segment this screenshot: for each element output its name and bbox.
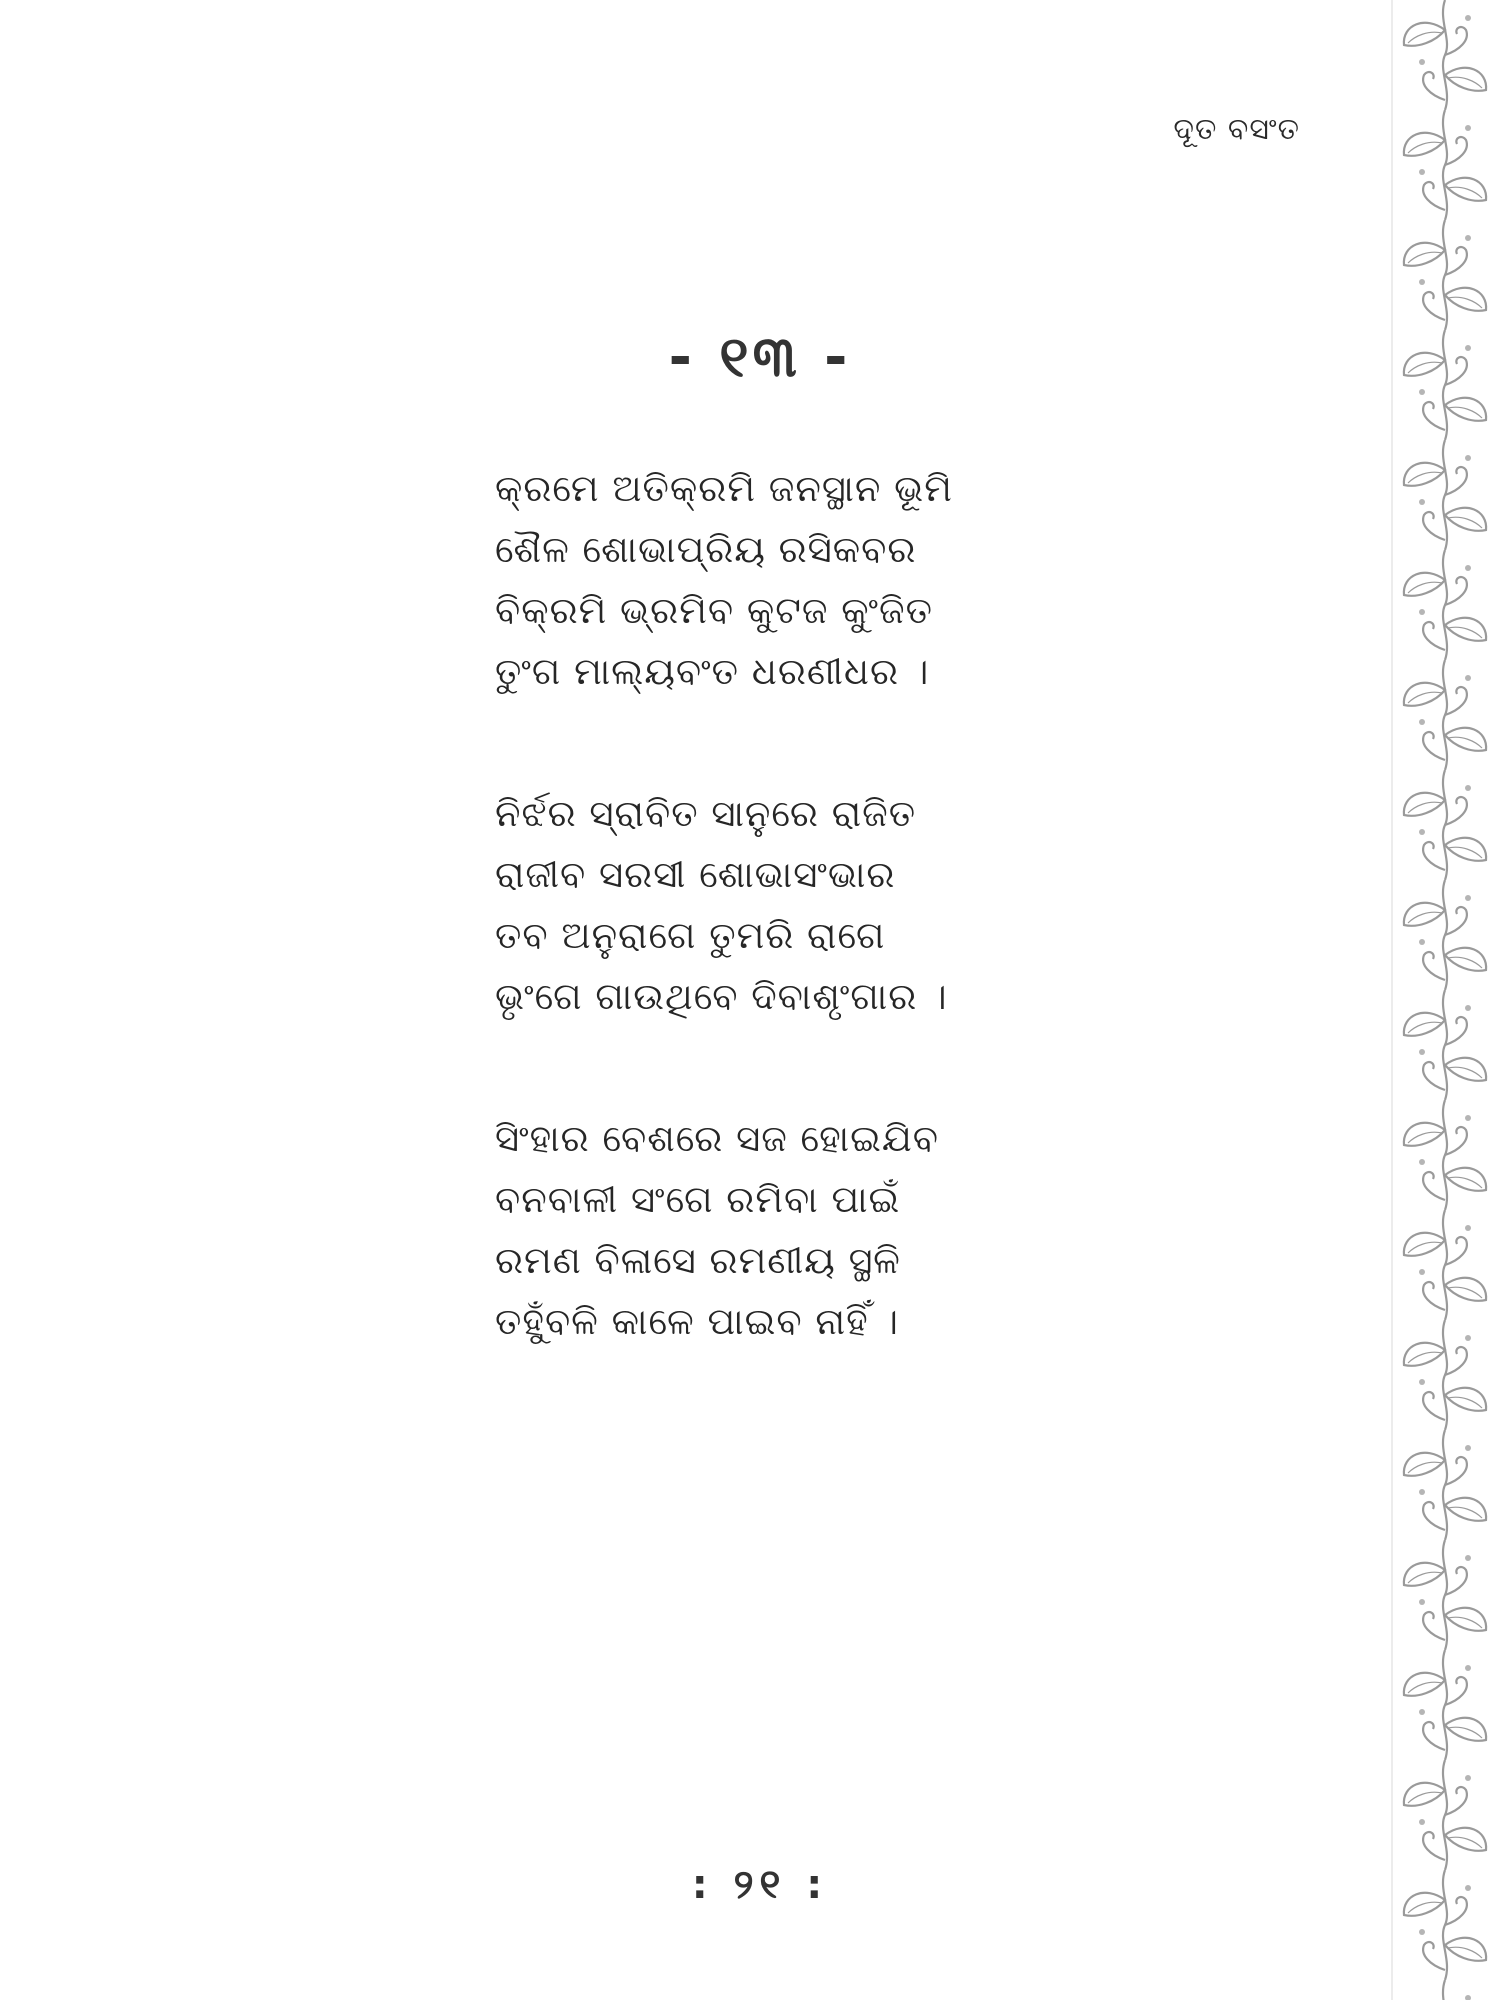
poem-line: ଶୈଳ ଶୋଭାପ୍ରିୟ ରସିକବର [495, 528, 917, 571]
floral-vine-border-icon [1390, 0, 1500, 2000]
poem-line: ରମଣ ବିଳାସେ ରମଣୀୟ ସ୍ଥଳି [495, 1239, 901, 1282]
section-number: - ୧୩ - [668, 325, 852, 390]
poem-body [495, 458, 1135, 1433]
poem-line: ତୁଂଗ ମାଲ୍ୟବଂତ ଧରଣୀଧର । [495, 650, 930, 693]
poem-line: ତବ ଅନୁରାଗେ ତୁମରି ରାଗେ [495, 914, 886, 957]
poem-line: ରାଜୀବ ସରସୀ ଶୋଭାସଂଭାର [495, 853, 896, 896]
page-number: : ୨୧ : [691, 1862, 829, 1908]
poem-line: ନିର୍ଝର ସ୍ରାବିତ ସାନୁରେ ରାଜିତ [495, 792, 917, 835]
poem-line: ଭୃଂଗେ ଗାଉଥିବେ ଦିବାଶୃଂଗାର । [495, 975, 948, 1018]
poem-line: ବିକ୍ରମି ଭ୍ରମିବ କୁଟଜ କୁଂଜିତ [495, 589, 934, 632]
poem-stanza-1 [495, 458, 1135, 702]
poem-line: କ୍ରମେ ଅତିକ୍ରମି ଜନସ୍ଥାନ ଭୂମି [495, 467, 953, 510]
running-header-title: ଦୂତ ବସଂତ [1173, 112, 1300, 147]
poem-line: ତହୁଁବଳି କାଳେ ପାଇବ ନାହିଁ । [495, 1300, 900, 1343]
poem-line: ବନବାଳୀ ସଂଗେ ରମିବା ପାଇଁ [495, 1178, 901, 1221]
poem-line: ସିଂହାର ବେଶରେ ସଜ ହୋଇଯିବ [495, 1117, 940, 1160]
poem-stanza-3 [495, 1108, 1135, 1352]
poem-stanza-2 [495, 783, 1135, 1027]
